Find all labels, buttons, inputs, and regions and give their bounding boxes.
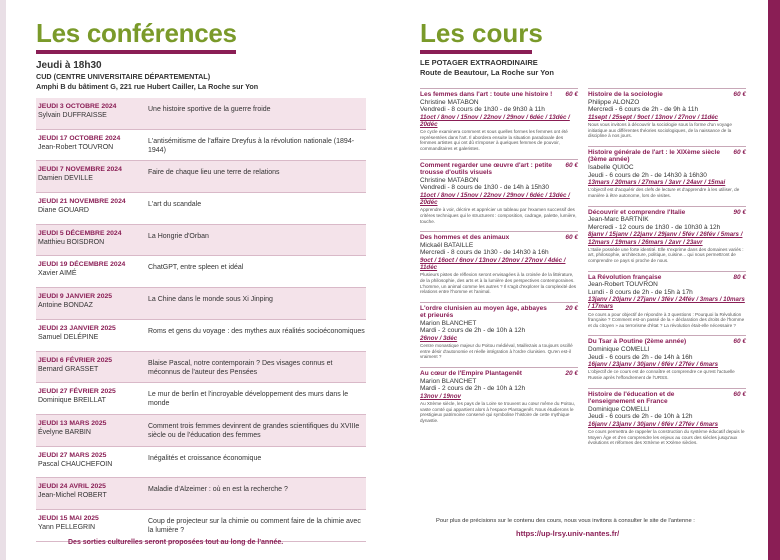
course-teacher: Christine MATABON [420, 98, 479, 106]
conference-date: JEUDI 27 FÉVRIER 2025 [38, 388, 116, 396]
conference-title: L'art du scandale [148, 201, 202, 209]
course-price: 60 € [733, 338, 746, 346]
course-description: L'objectif est d'acquérir des clefs de lecture et d'apprendre à les utiliser, de manière à être autonome, lors de visites. [588, 187, 740, 198]
course-dates: 11oct / 8nov / 15nov / 22nov / 29nov / 6déc / 13déc / 20déc [420, 113, 570, 128]
course-description: Plusieurs pistes de réflexion seront envisagées à la croisée de la littérature, de la philosophie, des arts et à la lumière des perspectives contemporaines. L'homme, un animal comme les autres ? Il s'agit d'explorer la complexité des relations entre l'homme et l'animal. [420, 272, 577, 295]
conferences-venue-line1: CUD (CENTRE UNIVERSITAIRE DÉPARTEMENTAL) [36, 72, 211, 81]
course-description: Ce cours permettra de rappeler la construction du système éducatif depuis le Moyen Âge et d'en comprendre les enjeux au cours des siècles jusqu'aux évolutions et réformes des XIXème et XXème siècles. [588, 429, 745, 446]
course-dates: 8janv / 15janv / 22janv / 29janv / 5fév / 26fév / 5mars / 12mars / 19mars / 26mars / 2avr / 23avr [588, 231, 743, 246]
course-dates: 16janv / 23janv / 30janv / 6fév / 27fév / 6mars [588, 421, 719, 429]
cours-website-link[interactable]: https://up-lrsy.univ-nantes.fr/ [516, 529, 620, 538]
course-schedule: Jeudi - 6 cours de 2h - de 14h30 à 16h30 [588, 171, 707, 179]
course-description: Centre monastique majeur du Poitou médiéval, Maillezais a toujours oscillé entre désir d'autonomie et réelle intégration à l'ordre clunisien. Qu'en est-il vraiment ? [420, 343, 573, 360]
course-dates: 13mars / 20mars / 27mars / 3avr / 24avr / 15mai [588, 179, 726, 187]
conference-speaker: Sylvain DUFFRAISSE [38, 112, 107, 119]
conference-row [36, 130, 366, 162]
conference-row [36, 478, 366, 510]
course-card [420, 302, 578, 360]
conference-title: Une histoire sportive de la guerre froide [148, 106, 271, 113]
course-dates: 11oct / 8nov / 15nov / 22nov / 29nov / 6déc / 13déc / 20déc [420, 191, 570, 207]
course-price: 80 € [733, 273, 746, 281]
course-title: Histoire générale de l'art : le XIXème siècle (3ème année) [588, 148, 720, 164]
course-title: Des hommes et des animaux [420, 234, 510, 242]
conference-date: JEUDI 19 DÉCEMBRE 2024 [38, 261, 126, 269]
course-price: 60 € [733, 390, 746, 398]
conference-date-block [36, 288, 148, 319]
course-price: 60 € [565, 161, 578, 169]
cours-venue-name: LE POTAGER EXTRAORDINAIRE [420, 58, 538, 67]
conference-speaker: Damien DEVILLE [38, 175, 93, 183]
conference-date-block [36, 352, 148, 383]
course-teacher: Dominique COMELLI [588, 346, 650, 354]
course-schedule: Mardi - 2 cours de 2h - de 10h à 12h [420, 385, 526, 393]
course-price: 60 € [733, 91, 746, 98]
course-title: L'ordre clunisien au moyen âge, abbayes et prieurés [420, 304, 547, 320]
course-card [588, 146, 746, 199]
conference-date-block [36, 478, 148, 509]
course-title: Au cœur de l'Empire Plantagenêt [420, 370, 522, 378]
course-teacher: Mickaël BATAILLE [420, 241, 474, 249]
conference-date-block [36, 98, 148, 129]
course-title: Histoire de la sociologie [588, 91, 663, 98]
conference-row [36, 161, 366, 193]
course-price: 20 € [565, 370, 578, 378]
conferences-venue-line2: Amphi B du bâtiment G, 221 rue Hubert Cailler, La Roche sur Yon [36, 82, 259, 91]
conference-date-block [36, 383, 148, 414]
course-card [588, 206, 746, 264]
course-description: Nous vous invitons à découvrir la sociologie sous la forme d'un voyage initiatique aux différentes théories sociologiques, de la naissance de la discipline à nos jours. [588, 121, 732, 139]
conference-title: Comment trois femmes devinrent de grandes scientifiques du XVIIIe siècle ou de l'éducation des femmes [148, 422, 360, 439]
conference-row [36, 320, 366, 352]
course-dates: 26nov / 3déc [420, 335, 458, 343]
course-schedule: Jeudi - 6 cours de 2h - de 14h à 16h [588, 353, 693, 361]
conference-row [36, 383, 366, 415]
conferences-schedule: Jeudi à 18h30 [36, 60, 102, 71]
conference-date: JEUDI 7 NOVEMBRE 2024 [38, 166, 122, 174]
course-dates: 16janv / 23janv / 30janv / 6fév / 27fév / 6mars [588, 361, 719, 369]
course-teacher: Philippe ALONZO [588, 98, 640, 106]
conference-speaker: Antoine BONDAZ [38, 302, 93, 310]
conference-row [36, 447, 366, 479]
conference-title: Maladie d'Alzeimer : où en est la recherche ? [148, 486, 288, 494]
conference-date: JEUDI 27 MARS 2025 [38, 451, 107, 459]
conference-speaker: Jean-Michel ROBERT [38, 492, 107, 500]
conference-title: Faire de chaque lieu une terre de relations [148, 169, 280, 177]
conference-speaker: Pascal CHAUCHEFOIN [38, 460, 113, 468]
course-price: 60 € [733, 148, 746, 156]
conference-title: Roms et gens du voyage : des mythes aux réalités socioéconomiques [148, 327, 365, 335]
course-card [588, 335, 746, 380]
course-card [588, 88, 746, 139]
course-description: Au XIIème siècle, les pays de la Loire se trouvent au cœur même du Poitou, vaste comté qui appartient alors à l'espace Plantagenêt. Nous étudierons le prestigieux patrimoine conservé qui symbolise l'histoire de cette mythique dynastie. [420, 401, 575, 423]
conference-row [36, 193, 366, 225]
conference-row [36, 510, 366, 542]
conference-date-block [36, 447, 148, 478]
conference-date-block [36, 193, 148, 224]
course-schedule: Jeudi - 6 cours de 2h - de 10h à 12h [588, 413, 693, 421]
course-schedule: Mercredi - 6 cours de 2h - de 9h à 11h [588, 106, 699, 114]
course-teacher: Isabelle QUIOC [588, 163, 634, 171]
conference-date-block [36, 320, 148, 351]
course-teacher: Marion BLANCHET [420, 377, 477, 385]
conference-title: L'antisémitisme de l'affaire Dreyfus à la révolution nationale (1894-1944) [148, 137, 355, 154]
course-teacher: Marion BLANCHET [420, 319, 477, 327]
conference-title: Le mur de berlin et l'incroyable développement des murs dans le monde [148, 391, 349, 408]
conference-date-block [36, 415, 148, 446]
course-price: 60 € [565, 91, 578, 98]
course-price: 60 € [565, 234, 578, 242]
conference-row [36, 98, 366, 130]
conference-date: JEUDI 3 OCTOBRE 2024 [38, 103, 117, 110]
conference-date: JEUDI 21 NOVEMBRE 2024 [38, 198, 126, 206]
conference-title: La Hongrie d'Orban [148, 232, 209, 240]
course-schedule: Lundi - 8 cours de 2h - de 15h à 17h [588, 288, 693, 296]
conference-date: JEUDI 6 FÉVRIER 2025 [38, 356, 113, 364]
course-dates: 9oct / 16oct / 6nov / 13nov / 20nov / 27nov / 4déc / 11déc [420, 256, 566, 272]
conference-speaker: Diane GOUARD [38, 207, 89, 215]
conference-date-block [36, 510, 148, 541]
conference-date: JEUDI 13 MARS 2025 [38, 419, 107, 427]
conferences-title-rule [36, 50, 236, 54]
cours-title: Les cours [420, 18, 543, 48]
conferences-list [36, 98, 366, 542]
conference-speaker: Yann PELLEGRIN [38, 523, 96, 531]
course-title: Du Tsar à Poutine (2ème année) [588, 338, 687, 346]
course-teacher: Jean-Robert TOUVRON [588, 281, 658, 289]
conference-row [36, 352, 366, 384]
conference-title: Coup de projecteur sur la chimie ou comment faire de la chimie avec la lumière ? [148, 517, 361, 534]
course-description: Apprendre à voir, décrire et apprécier un tableau par l'examen successif des critères techniques qui le structurent : composition, cadrage, palette, lumière, touche. [420, 207, 577, 224]
conference-speaker: Matthieu BOISDRON [38, 238, 105, 246]
course-title: Comment regarder une œuvre d'art : petite trousse d'outils visuels [420, 161, 552, 177]
conference-date-block [36, 130, 148, 161]
course-card [420, 367, 578, 423]
course-title: Les femmes dans l'art : toute une histoire ! [420, 91, 553, 98]
conference-speaker: Xavier AIMÉ [38, 270, 77, 278]
conference-row [36, 415, 366, 447]
course-description: Ce cours a pour objectif de répondre à 3 questions : Pourquoi la Révolution française ? Comment est-on passé de la « déclaration des droits de l'homme et du citoyen » au terrorisme d'état ? La révolution était-elle nécessaire ? [588, 311, 745, 328]
course-title: La Révolution française [588, 273, 662, 281]
conferences-footer: Des sorties culturelles seront proposées tout au long de l'année. [68, 539, 284, 546]
conference-speaker: Samuel DELÉPINE [38, 333, 99, 341]
conference-title: La Chine dans le monde sous Xi Jinping [148, 296, 273, 304]
course-card [588, 388, 746, 446]
course-card [420, 159, 578, 225]
conference-date: JEUDI 24 AVRIL 2025 [38, 483, 106, 491]
course-description: Ce cycle examinera comment et sous quelles formes les femmes ont été représentées dans l'art. Il abordera ensuite la situation paradoxale des femmes artistes qui ont dû s'imposer à quelques femmes de pouvoir, commanditaires et galeristes. [420, 129, 568, 151]
course-title: Découvrir et comprendre l'Italie [588, 208, 686, 216]
page-edge-left [0, 0, 6, 560]
conference-speaker: Jean-Robert TOUVRON [38, 143, 114, 151]
conference-date: JEUDI 15 MAI 2025 [38, 514, 99, 522]
conferences-venue [36, 72, 258, 92]
conferences-title: Les conférences [36, 18, 237, 48]
conference-date-block [36, 256, 148, 287]
conference-title: Inégalités et croissance économique [148, 454, 262, 462]
course-schedule: Mercredi - 8 cours de 1h30 - de 14h30 à 16h [420, 249, 549, 257]
conference-date: JEUDI 17 OCTOBRE 2024 [38, 134, 121, 142]
conference-title: Blaise Pascal, notre contemporain ? Des visages connus et méconnus de l'auteur des Pensées [148, 359, 333, 376]
cours-column-left [420, 88, 578, 430]
course-card [588, 271, 746, 329]
conference-date: JEUDI 9 JANVIER 2025 [38, 293, 113, 301]
course-teacher: Dominique COMELLI [588, 405, 650, 413]
conference-date-block [36, 161, 148, 192]
course-teacher: Christine MATABON [420, 176, 479, 184]
course-card [420, 88, 578, 152]
course-dates: 13janv / 20janv / 27janv / 3fév / 24fév / 3mars / 10mars / 17mars [588, 296, 745, 311]
course-price: 90 € [733, 208, 746, 216]
course-schedule: Vendredi - 8 cours de 1h30 - de 9h30 à 11h [420, 106, 545, 114]
course-schedule: Vendredi - 8 cours de 1h30 - de 14h à 15h30 [420, 184, 550, 192]
conference-row [36, 225, 366, 257]
course-title: Histoire de l'éducation et de l'enseignement en France [588, 390, 675, 406]
conference-speaker: Bernard GRASSET [38, 365, 99, 373]
course-schedule: Mardi - 2 cours de 2h - de 10h à 12h [420, 327, 526, 335]
course-description: L'Italie possède une forte identité. Elle s'exprime dans des domaines variés : art, philosophie, architecture, politique, cuisine... qui nous permettront de comprendre ce pays si proche de nous. [588, 246, 744, 263]
course-teacher: Jean-Marc BARTNIK [588, 216, 649, 224]
course-dates: 11sept / 25sept / 9oct / 13nov / 27nov / 11déc [588, 113, 719, 121]
course-price: 20 € [565, 304, 578, 312]
course-description: L'objectif de ce cours est de connaître et comprendre ce qu'est l'actuelle Russie après l'effondrement de l'URSS. [588, 369, 735, 381]
page-edge-right [768, 0, 780, 560]
conference-row [36, 288, 366, 320]
conference-speaker: Dominique BREILLAT [38, 397, 106, 405]
course-schedule: Mercredi - 12 cours de 1h30 - de 10h30 à 12h [588, 223, 721, 231]
cours-column-right [588, 88, 746, 453]
cours-footer-text: Pour plus de précisions sur le contenu des cours, nous vous invitons à consulter le site de l'antenne : [436, 518, 695, 524]
conference-date: JEUDI 23 JANVIER 2025 [38, 324, 116, 332]
cours-title-rule [420, 50, 532, 54]
course-dates: 13nov / 19nov [420, 392, 461, 400]
cours-venue-address: Route de Beautour, La Roche sur Yon [420, 68, 554, 77]
conference-row [36, 256, 366, 288]
conference-date-block [36, 225, 148, 256]
course-card [420, 231, 578, 295]
conference-title: ChatGPT, entre spleen et idéal [148, 264, 244, 272]
conference-speaker: Évelyne BARBIN [38, 428, 91, 436]
conference-date: JEUDI 5 DÉCEMBRE 2024 [38, 229, 122, 237]
